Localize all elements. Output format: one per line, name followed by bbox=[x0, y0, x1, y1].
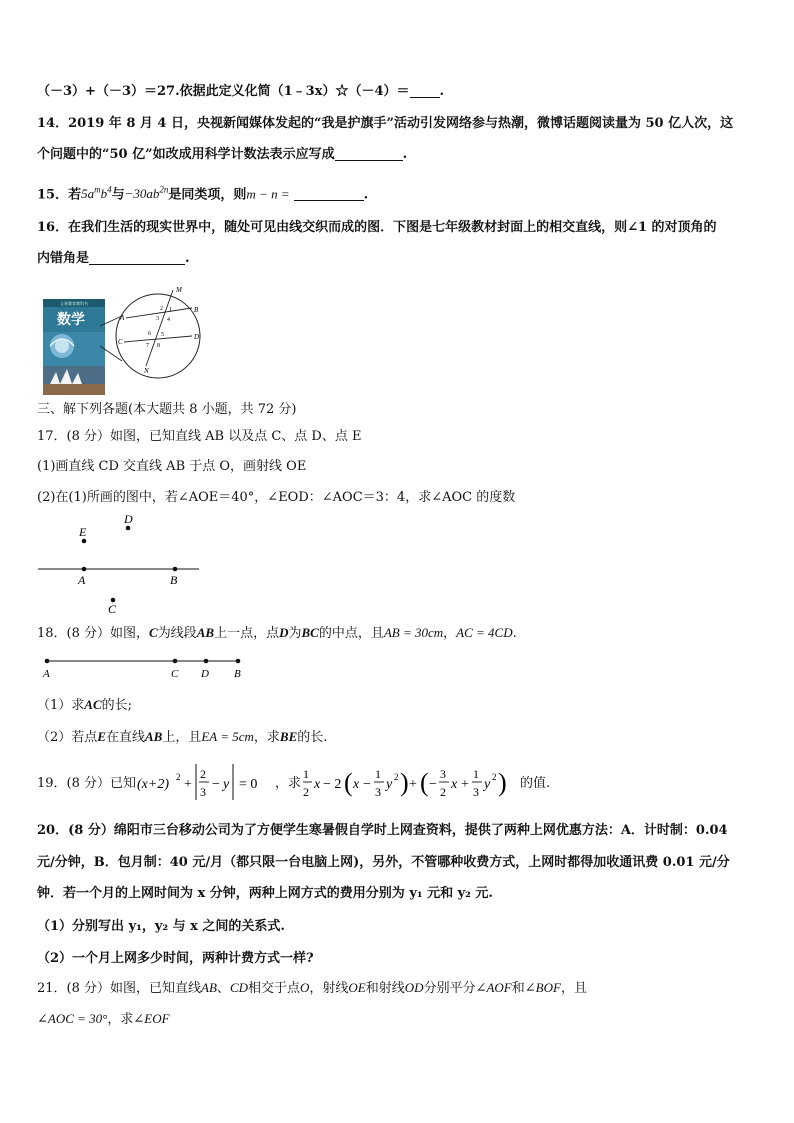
q20-line-3: 钟．若一个月的上网时间为 x 分钟，两种上网方式的费用分别为 y₁ 元和 y₂ 元. bbox=[37, 886, 493, 901]
q16-line-1: 16．在我们生活的现实世界中，随处可见由线交织而成的图．下图是七年级教材封面上的相交直线，则∠1 的对顶角的 bbox=[37, 220, 717, 235]
svg-text:5: 5 bbox=[161, 332, 164, 338]
q15-end: . bbox=[363, 187, 369, 203]
svg-text:4: 4 bbox=[167, 317, 170, 323]
q13-end: . bbox=[439, 84, 445, 99]
q15-tail: 是同类项，则 bbox=[168, 187, 247, 203]
svg-text:3: 3 bbox=[200, 785, 206, 799]
textbook-cover-image bbox=[43, 299, 122, 395]
q15-expr3: m − n = bbox=[246, 186, 290, 202]
q16-end: . bbox=[185, 251, 190, 266]
magnified-lines-diagram bbox=[116, 286, 200, 378]
q20-line-1: 20．(8 分）绵阳市三台移动公司为了方便学生寒暑假自学时上网查资料，提供了两种上网优惠方法：A．计时制：0.04 bbox=[37, 823, 728, 838]
q16-line-2 bbox=[37, 249, 190, 269]
q17-line-2: (1)画直线 CD 交直线 AB 于点 O，画射线 OE bbox=[37, 459, 307, 474]
svg-text:−: − bbox=[429, 777, 437, 792]
svg-text:2: 2 bbox=[303, 785, 309, 799]
svg-text:− 2: − 2 bbox=[323, 777, 342, 792]
q15-answer-blank bbox=[294, 186, 364, 201]
point-e bbox=[82, 539, 87, 544]
q14-line-2 bbox=[37, 145, 407, 165]
q18-line: 18．(8 分）如图，C为线段AB上一点，点D为BC的中点，且AB = 30cm，AC = 4CD. bbox=[37, 625, 517, 641]
svg-text:1: 1 bbox=[169, 307, 172, 313]
svg-text:N: N bbox=[144, 367, 149, 375]
q17-line-1: 17．(8 分）如图，已知直线 AB 以及点 C、点 D、点 E bbox=[37, 429, 362, 444]
svg-text:3: 3 bbox=[473, 785, 479, 799]
svg-text:): ) bbox=[498, 768, 507, 797]
svg-text:2: 2 bbox=[200, 767, 206, 781]
q13-tail-text: （－3）+（－3）＝27.依据此定义化简（1﹣3x）☆（－4）＝ bbox=[37, 84, 410, 99]
svg-text:M: M bbox=[176, 286, 182, 294]
svg-text:x: x bbox=[314, 777, 321, 792]
svg-text:+: + bbox=[461, 777, 469, 792]
q16-answer-blank bbox=[89, 250, 185, 265]
svg-text:6: 6 bbox=[148, 331, 151, 337]
q15-mid: 与 bbox=[111, 187, 125, 203]
svg-text:3: 3 bbox=[375, 785, 381, 799]
point-b bbox=[173, 567, 178, 572]
svg-text:1: 1 bbox=[303, 767, 309, 781]
svg-text:1: 1 bbox=[473, 767, 479, 781]
q19-tail: ，求 bbox=[275, 776, 302, 791]
svg-text:x: x bbox=[353, 777, 360, 792]
q15-expr1: $5a^mb^4$ bbox=[81, 185, 112, 202]
svg-text:+: + bbox=[409, 777, 417, 792]
svg-text:3: 3 bbox=[156, 316, 159, 322]
q14-answer-blank bbox=[335, 146, 403, 161]
svg-text:D: D bbox=[201, 668, 209, 680]
svg-text:y: y bbox=[223, 777, 230, 792]
svg-text:): ) bbox=[400, 768, 409, 797]
svg-text:A: A bbox=[120, 314, 125, 322]
svg-text:(: ( bbox=[344, 768, 353, 797]
svg-text:2: 2 bbox=[492, 772, 497, 782]
svg-text:B: B bbox=[170, 573, 178, 587]
q18-sub-1: （1）求AC的长; bbox=[37, 697, 133, 713]
svg-text:3: 3 bbox=[440, 767, 446, 781]
svg-text:D: D bbox=[124, 512, 133, 526]
svg-text:2: 2 bbox=[160, 306, 163, 312]
point-a bbox=[82, 567, 87, 572]
q15-line bbox=[37, 180, 368, 205]
svg-text:C: C bbox=[108, 602, 117, 616]
q17-line-3: (2)在(1)所画的图中，若∠AOE＝40°，∠EOD：∠AOC＝3：4，求∠AOC 的度数 bbox=[37, 490, 516, 505]
q19-condition-formula bbox=[137, 760, 277, 806]
svg-text:+: + bbox=[184, 777, 192, 792]
q18-sub-2: （2）若点E在直线AB上，且EA = 5cm，求BE的长. bbox=[37, 729, 328, 745]
svg-text:2: 2 bbox=[176, 772, 181, 782]
svg-text:1: 1 bbox=[375, 767, 381, 781]
svg-text:A: A bbox=[78, 573, 86, 587]
svg-text:2: 2 bbox=[440, 785, 446, 799]
svg-text:(: ( bbox=[420, 768, 429, 797]
q15-lead: 15．若 bbox=[37, 187, 82, 203]
q15-expr2: $-30ab^{2n}$ bbox=[124, 185, 169, 202]
q16-figure bbox=[40, 276, 210, 398]
svg-text:y: y bbox=[386, 777, 393, 792]
svg-text:D: D bbox=[194, 333, 200, 341]
section-3-heading: 三、解下列各题(本大题共 8 小题，共 72 分) bbox=[37, 402, 297, 417]
q13-answer-blank bbox=[410, 83, 440, 98]
q19-lead: 19．(8 分）已知 bbox=[37, 776, 137, 791]
svg-text:y: y bbox=[484, 777, 491, 792]
q16-line-2-text: 内错角是 bbox=[37, 251, 90, 266]
svg-text:义务教育教科书: 义务教育教科书 bbox=[60, 301, 88, 306]
q20-sub-2: （2）一个月上网多少时间，两种计费方式一样? bbox=[37, 951, 314, 966]
svg-text:数学: 数学 bbox=[57, 313, 85, 328]
svg-text:E: E bbox=[79, 525, 87, 539]
q19-end: 的值. bbox=[520, 776, 551, 791]
svg-text:= 0: = 0 bbox=[239, 777, 258, 792]
svg-text:B: B bbox=[234, 668, 241, 680]
q14-line-2-text: 个问题中的“50 亿”如改成用科学计数法表示应写成 bbox=[37, 147, 335, 162]
q20-sub-1: （1）分别写出 y₁，y₂ 与 x 之间的关系式. bbox=[37, 919, 285, 934]
svg-text:x: x bbox=[451, 777, 458, 792]
q21-line-2: ∠AOC = 30°，求∠EOF bbox=[37, 1011, 170, 1027]
svg-text:C: C bbox=[118, 338, 123, 346]
q18-figure bbox=[38, 652, 248, 680]
q13-tail-line bbox=[37, 82, 444, 102]
q14-line-1: 14．2019 年 8 月 4 日，央视新闻媒体发起的“我是护旗手”活动引发网络参与热潮，微博话题阅读量为 50 亿人次，这 bbox=[37, 116, 734, 131]
svg-text:B: B bbox=[194, 306, 199, 314]
q14-end: . bbox=[402, 147, 408, 162]
q20-line-2: 元/分钟，B．包月制：40 元/月（都只限一台电脑上网)，另外，不管哪种收费方式，上网时都得加收通讯费 0.01 元/分 bbox=[37, 855, 730, 870]
q19-target-expression bbox=[303, 760, 523, 806]
svg-text:8: 8 bbox=[157, 343, 160, 349]
svg-text:−: − bbox=[212, 777, 220, 792]
q17-figure bbox=[36, 512, 206, 617]
svg-text:−: − bbox=[363, 777, 371, 792]
svg-text:2: 2 bbox=[394, 772, 399, 782]
svg-text:(x+2): (x+2) bbox=[137, 777, 169, 792]
svg-text:C: C bbox=[171, 668, 179, 680]
q21-line-1: 21．(8 分）如图，已知直线AB、CD相交于点O，射线OE和射线OD分别平分∠AOF和∠BOF，且 bbox=[37, 980, 587, 996]
svg-text:A: A bbox=[43, 668, 50, 680]
svg-text:7: 7 bbox=[146, 343, 149, 349]
point-d bbox=[126, 526, 131, 531]
